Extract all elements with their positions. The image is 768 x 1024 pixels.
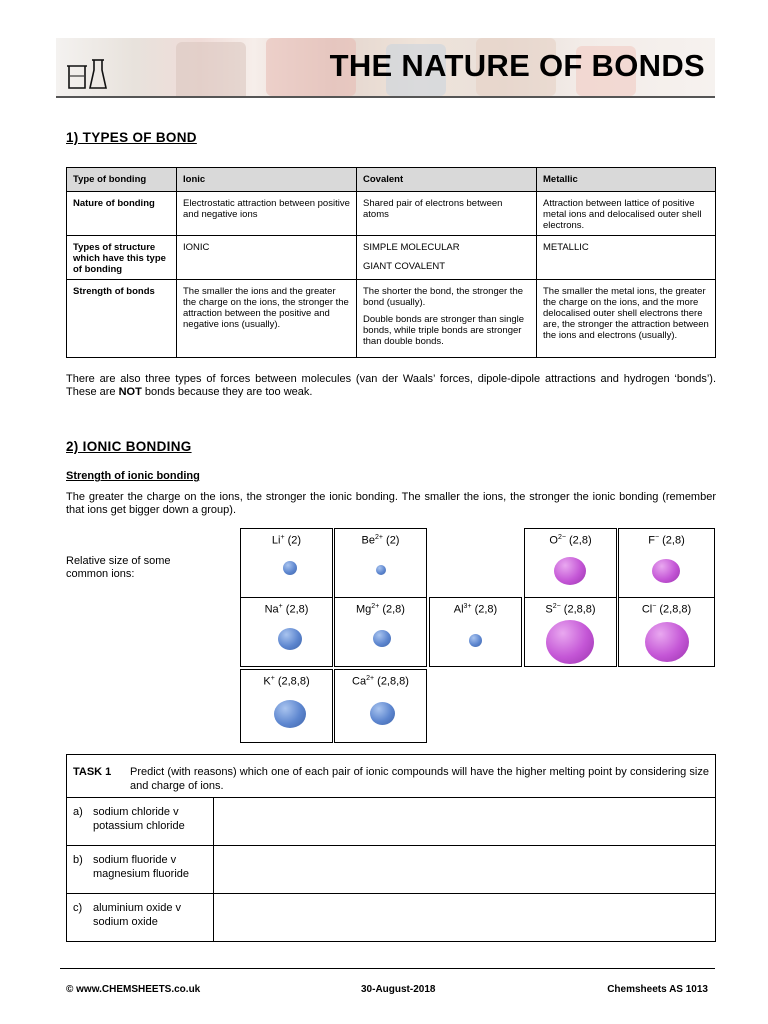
ion-label xyxy=(241,603,332,616)
row-label: Nature of bonding xyxy=(67,192,177,236)
section-heading-types: 1) TYPES OF BOND xyxy=(66,130,197,145)
ion-symbol: O xyxy=(549,534,558,547)
ion-sphere xyxy=(376,565,386,575)
ion-label xyxy=(430,603,521,616)
task1-row xyxy=(67,798,716,846)
ion-symbol: Na xyxy=(264,603,279,616)
task1-instruction-cell xyxy=(67,755,716,798)
note-text-end: bonds because they are too weak. xyxy=(141,386,313,398)
ion-sphere xyxy=(278,628,302,650)
task1-row xyxy=(67,846,716,894)
table-cell: The smaller the ions and the greater the charge on the ions, the stronger the attraction between the positive and negative ions (usually). xyxy=(177,280,357,358)
ion-cell-ca xyxy=(334,669,427,743)
ion-charge: + xyxy=(278,603,283,610)
ion-config: (2,8,8) xyxy=(563,603,596,616)
ion-cell-al xyxy=(429,597,522,667)
ion-sphere xyxy=(546,620,594,664)
table-cell xyxy=(357,280,537,358)
note-emphasis: NOT xyxy=(118,386,142,398)
ion-charge: + xyxy=(270,675,275,682)
table-cell: The smaller the metal ions, the greater the charge on the ions, and the more delocalised outer shell electrons there are, the stronger the attraction between the ions and electrons (usually). xyxy=(537,280,716,358)
table-cell xyxy=(357,236,537,280)
ion-charge: 2− xyxy=(557,534,566,541)
subheading-strength: Strength of ionic bonding xyxy=(66,470,200,482)
question-line: aluminium oxide v xyxy=(93,902,182,914)
question-letter: c) xyxy=(73,902,83,914)
ion-sphere xyxy=(469,634,482,647)
question-content xyxy=(73,853,207,881)
cell-line: Double bonds are stronger than single bonds, while triple bonds are stronger than double bonds. xyxy=(363,314,525,347)
ion-charge: − xyxy=(652,603,657,610)
task1-header-row xyxy=(67,755,716,798)
ion-cell-li xyxy=(240,528,333,598)
row-label: Strength of bonds xyxy=(67,280,177,358)
ion-cell-na xyxy=(240,597,333,667)
ion-label xyxy=(241,534,332,547)
task1-question xyxy=(67,894,214,942)
page-title: THE NATURE OF BONDS xyxy=(329,48,705,83)
task1-question xyxy=(67,846,214,894)
ion-sphere xyxy=(652,559,680,583)
ion-cell-s xyxy=(524,597,617,667)
ion-charge: 2+ xyxy=(371,603,380,610)
table-row xyxy=(67,280,716,358)
ion-sphere xyxy=(274,700,306,728)
question-line: sodium oxide xyxy=(93,916,158,928)
question-content xyxy=(73,805,207,833)
question-line: magnesium fluoride xyxy=(93,868,189,880)
ion-symbol: F xyxy=(648,534,655,547)
table-header-cell: Metallic xyxy=(537,168,716,192)
ion-charge: 2+ xyxy=(366,675,375,682)
ion-label xyxy=(525,534,616,547)
question-letter: a) xyxy=(73,806,83,818)
ion-sphere xyxy=(554,557,586,585)
ion-size-grid xyxy=(240,528,715,743)
ion-sphere xyxy=(370,702,395,725)
question-line: potassium chloride xyxy=(93,820,185,832)
ion-config: (2,8) xyxy=(285,603,309,616)
question-content xyxy=(73,901,207,929)
ions-label: Relative size of some common ions: xyxy=(66,555,171,580)
ion-charge: + xyxy=(280,534,285,541)
table-header-cell: Type of bonding xyxy=(67,168,177,192)
task1-row xyxy=(67,894,716,942)
ion-config: (2) xyxy=(287,534,302,547)
question-text xyxy=(93,853,189,881)
ion-symbol: S xyxy=(545,603,553,616)
ion-symbol: Al xyxy=(453,603,464,616)
ion-symbol: Be xyxy=(361,534,375,547)
ion-charge: 2− xyxy=(552,603,561,610)
ion-symbol: Mg xyxy=(356,603,372,616)
ion-charge: 3+ xyxy=(463,603,472,610)
ion-config: (2,8) xyxy=(662,534,685,547)
cell-line: The shorter the bond, the stronger the bond (usually). xyxy=(363,286,524,308)
task1-label: TASK 1 xyxy=(73,766,112,778)
ion-label xyxy=(335,534,426,547)
table-header-cell: Covalent xyxy=(357,168,537,192)
table-row xyxy=(67,236,716,280)
ion-sphere xyxy=(283,561,297,575)
ion-symbol: Li xyxy=(271,534,281,547)
ion-label xyxy=(525,603,616,616)
ion-config: (2,8,8) xyxy=(659,603,692,616)
footer-website: © www.CHEMSHEETS.co.uk xyxy=(66,984,201,995)
ion-label xyxy=(619,534,714,547)
ion-charge: 2+ xyxy=(374,534,383,541)
table-header-row xyxy=(67,168,716,192)
ionic-strength-text: The greater the charge on the ions, the stronger the ionic bonding. The smaller the ions, the stronger the ionic bonding (remember that ions get bigger down a group). xyxy=(66,491,716,516)
note-text: There are also three types of forces between molecules (van der Waals’ forces, dipole-dipole attractions and hydrogen ‘bonds’). These are xyxy=(66,373,716,398)
ion-config: (2) xyxy=(386,534,400,547)
table-row xyxy=(67,192,716,236)
answer-box[interactable] xyxy=(214,894,716,942)
table-cell: Attraction between lattice of positive metal ions and delocalised outer shell electrons. xyxy=(537,192,716,236)
ion-cell-k xyxy=(240,669,333,743)
question-text xyxy=(93,901,181,929)
ion-cell-f xyxy=(618,528,715,598)
question-line: sodium chloride v xyxy=(93,806,179,818)
ion-symbol: Cl xyxy=(641,603,653,616)
task1-instruction: Predict (with reasons) which one of each pair of ionic compounds will have the higher melting point by considering size and charge of ions. xyxy=(130,766,709,792)
table-cell: Shared pair of electrons between atoms xyxy=(357,192,537,236)
ion-cell-mg xyxy=(334,597,427,667)
section-heading-ionic: 2) IONIC BONDING xyxy=(66,439,192,454)
footer-date: 30-August-2018 xyxy=(361,984,436,995)
ion-config: (2,8,8) xyxy=(277,675,310,688)
types-of-bond-table xyxy=(66,167,716,358)
ion-label xyxy=(335,675,426,688)
task1-question xyxy=(67,798,214,846)
ion-cell-cl xyxy=(618,597,715,667)
lab-glassware-icon xyxy=(66,58,110,92)
intermolecular-note xyxy=(66,373,716,399)
ion-cell-be xyxy=(334,528,427,598)
cell-line: SIMPLE MOLECULAR xyxy=(363,242,460,253)
ion-label xyxy=(241,675,332,688)
table-cell: Electrostatic attraction between positive and negative ions xyxy=(177,192,357,236)
table-header-cell: Ionic xyxy=(177,168,357,192)
ion-symbol: K xyxy=(263,675,271,688)
question-text xyxy=(93,805,185,833)
footer-code: Chemsheets AS 1013 xyxy=(607,984,708,995)
ion-label xyxy=(619,603,714,616)
table-cell: METALLIC xyxy=(537,236,716,280)
task1-header xyxy=(73,765,709,793)
ion-config: (2,8,8) xyxy=(377,675,409,688)
ion-sphere xyxy=(645,622,689,662)
ion-symbol: Ca xyxy=(352,675,367,688)
ion-cell-o xyxy=(524,528,617,598)
ion-label xyxy=(335,603,426,616)
header-banner xyxy=(56,38,715,98)
footer-divider xyxy=(60,968,715,969)
cell-line: GIANT COVALENT xyxy=(363,261,445,272)
question-line: sodium fluoride v xyxy=(93,854,177,866)
ion-config: (2,8) xyxy=(568,534,592,547)
ion-charge: − xyxy=(654,534,660,541)
answer-box[interactable] xyxy=(214,798,716,846)
ion-sphere xyxy=(373,630,391,647)
question-letter: b) xyxy=(73,854,83,866)
ion-config: (2,8) xyxy=(382,603,405,616)
answer-box[interactable] xyxy=(214,846,716,894)
ion-config: (2,8) xyxy=(474,603,498,616)
task1-table xyxy=(66,754,716,942)
row-label: Types of structure which have this type of bonding xyxy=(67,236,177,280)
table-cell: IONIC xyxy=(177,236,357,280)
